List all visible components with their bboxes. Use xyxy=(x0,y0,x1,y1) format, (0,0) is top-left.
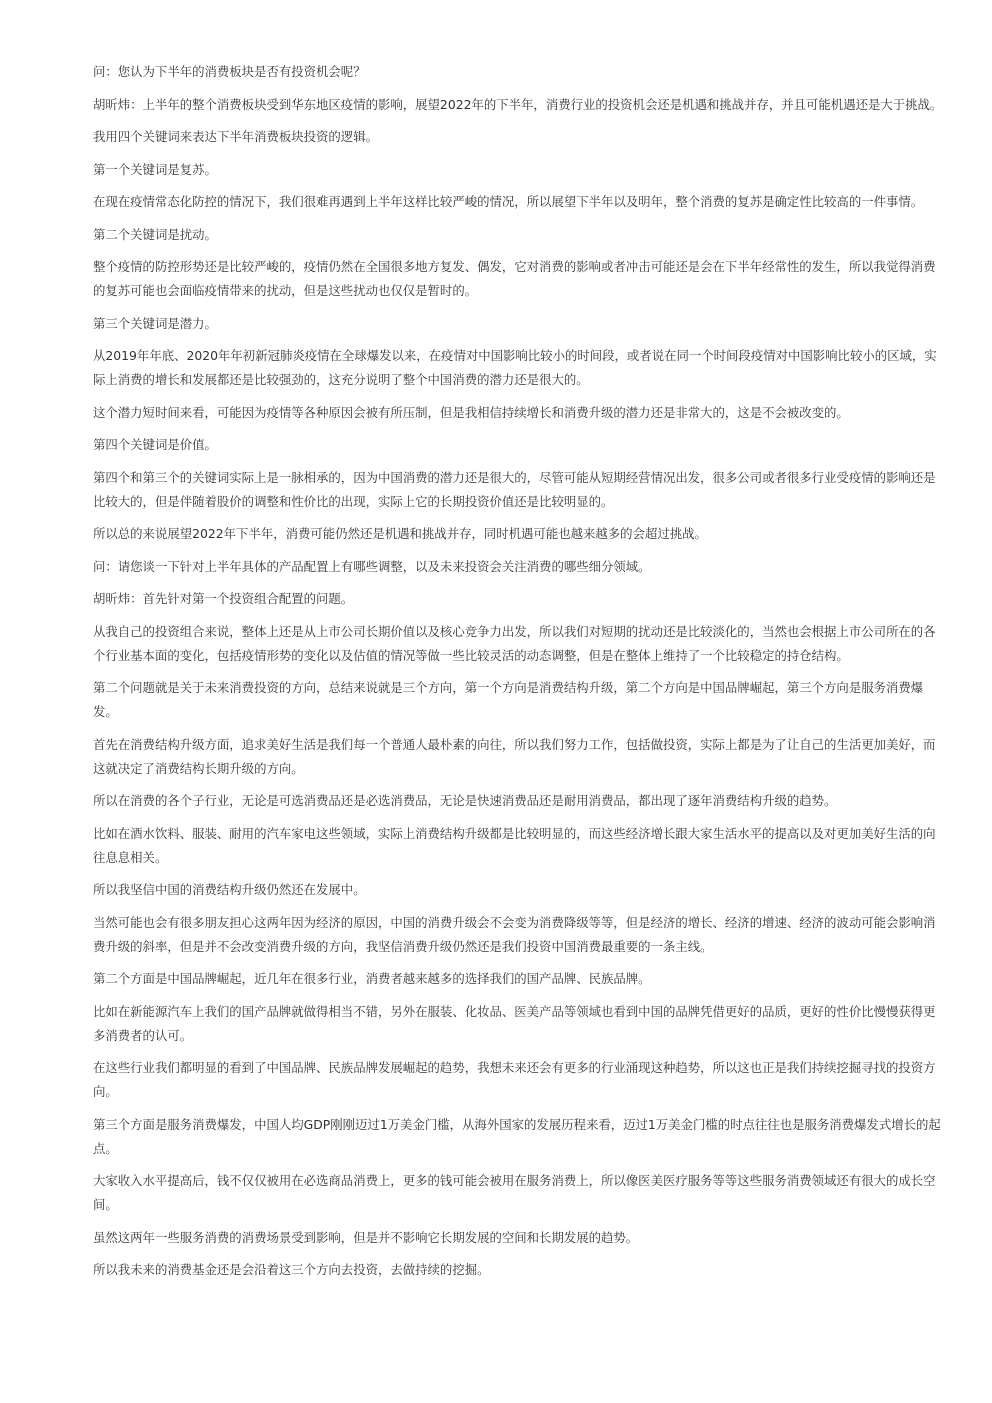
brand-trend-paragraph: 在这些行业我们都明显的看到了中国品牌、民族品牌发展崛起的趋势，我想未来还会有更多的行业涌现这种趋势，所以这也正是我们持续挖掘寻找的投资方向。 xyxy=(93,1060,936,1099)
keyword-3-text-2: 这个潜力短时间来看，可能因为疫情等各种原因会被有所压制，但是我相信持续增长和消费升级的潜力还是非常大的，这是不会被改变的。 xyxy=(93,404,849,420)
subsector-paragraph: 所以在消费的各个子行业，无论是可选消费品还是必选消费品，无论是快速消费品还是耐用消费品，都出现了逐年消费结构升级的趋势。 xyxy=(93,793,837,808)
keyword-3-text: 从2019年年底、2020年年初新冠肺炎疫情在全球爆发以来，在疫情对中国影响比较小的时间段，或者说在同一个时间段疫情对中国影响比较小的区域，实际上消费的增长和发展都还是比较强劲的，这充分说明了整个中国消费的潜力还是很大的。 xyxy=(93,348,937,387)
closing-paragraph: 所以我未来的消费基金还是会沿着这三个方向去投资，去做持续的挖掘。 xyxy=(93,1262,490,1277)
belief-paragraph: 所以我坚信中国的消费结构升级仍然还在发展中。 xyxy=(93,882,366,897)
keyword-2-heading: 第二个关键词是扰动。 xyxy=(93,226,217,242)
portfolio-paragraph: 从我自己的投资组合来说，整体上还是从上市公司长期价值以及核心竞争力出发，所以我们对短期的扰动还是比较淡化的，当然也会根据上市公司所在的各个行业基本面的变化，包括疫情形势的变化以及估值的情况等做一些比较灵活的动态调整，但是在整体上维持了一个比较稳定的持仓结构。 xyxy=(93,623,936,663)
brand-rise-paragraph: 第二个方面是中国品牌崛起，近几年在很多行业，消费者越来越多的选择我们的国产品牌、民族品牌。 xyxy=(93,971,651,986)
keyword-1-heading: 第一个关键词是复苏。 xyxy=(93,161,217,177)
keyword-3-heading: 第三个关键词是潜力。 xyxy=(93,315,217,331)
examples-paragraph: 比如在酒水饮料、服装、耐用的汽车家电这些领域，实际上消费结构升级都是比较明显的，而这些经济增长跟大家生活水平的提高以及对更加美好生活的向往息息相关。 xyxy=(93,825,936,865)
directions-paragraph: 第二个问题就是关于未来消费投资的方向，总结来说就是三个方向，第一个方向是消费结构升级，第二个方向是中国品牌崛起，第三个方向是服务消费爆发。 xyxy=(93,680,924,719)
upgrade-paragraph: 首先在消费结构升级方面，追求美好生活是我们每一个普通人最朴素的向往，所以我们努力工作，包括做投资，实际上都是为了让自己的生活更加美好，而这就决定了消费结构长期升级的方向。 xyxy=(93,736,936,776)
question-2: 问：请您谈一下针对上半年具体的产品配置上有哪些调整，以及未来投资会关注消费的哪些细分领域。 xyxy=(93,558,651,574)
income-paragraph: 大家收入水平提高后，钱不仅仅被用在必选商品消费上，更多的钱可能会被用在服务消费上，所以像医美医疗服务等等这些服务消费领域还有很大的成长空间。 xyxy=(93,1173,936,1212)
article-body xyxy=(93,60,945,1291)
answer-intro: 胡昕炜：上半年的整个消费板块受到华东地区疫情的影响，展望2022年的下半年，消费行业的投资机会还是机遇和挑战并存，并且可能机遇还是大于挑战。 xyxy=(93,96,943,112)
summary-paragraph: 所以总的来说展望2022年下半年，消费可能仍然还是机遇和挑战并存，同时机遇可能也越来越多的会超过挑战。 xyxy=(93,526,707,541)
answer-2-intro: 胡昕炜：首先针对第一个投资组合配置的问题。 xyxy=(93,591,354,606)
service-impact-paragraph: 虽然这两年一些服务消费的消费场景受到影响，但是并不影响它长期发展的空间和长期发展的趋势。 xyxy=(93,1229,639,1245)
keyword-1-text: 在现在疫情常态化防控的情况下，我们很难再遇到上半年这样比较严峻的情况，所以展望下半年以及明年，整个消费的复苏是确定性比较高的一件事情。 xyxy=(93,194,924,209)
concern-paragraph: 当然可能也会有很多朋友担心这两年因为经济的原因，中国的消费升级会不会变为消费降级等等，但是经济的增长、经济的增速、经济的波动可能会影响消费升级的斜率，但是并不会改变消费升级的方向，我坚信消费升级仍然还是我们投资中国消费最重要的一条主线。 xyxy=(93,914,936,954)
brand-examples-paragraph: 比如在新能源汽车上我们的国产品牌就做得相当不错，另外在服装、化妆品、医美产品等领域也看到中国的品牌凭借更好的品质，更好的性价比慢慢获得更多消费者的认可。 xyxy=(93,1003,936,1043)
keyword-2-text: 整个疫情的防控形势还是比较严峻的，疫情仍然在全国很多地方复发、偶发，它对消费的影响或者冲击可能还是会在下半年经常性的发生，所以我觉得消费的复苏可能也会面临疫情带来的扰动，但是这些扰动也仅仅是暂时的。 xyxy=(93,259,936,298)
service-consumption-paragraph: 第三个方面是服务消费爆发，中国人均GDP刚刚迈过1万美金门槛，从海外国家的发展历程来看，迈过1万美金门槛的时点往往也是服务消费爆发式增长的起点。 xyxy=(93,1116,941,1156)
question-1: 问：您认为下半年的消费板块是否有投资机会呢？ xyxy=(93,64,366,79)
paragraph-keywords-intro: 我用四个关键词来表达下半年消费板块投资的逻辑。 xyxy=(93,129,378,144)
keyword-4-text: 第四个和第三个的关键词实际上是一脉相承的，因为中国消费的潜力还是很大的，尽管可能从短期经营情况出发，很多公司或者很多行业受疫情的影响还是比较大的，但是伴随着股价的调整和性价比的出现，实际上它的长期投资价值还是比较明显的。 xyxy=(93,469,936,509)
keyword-4-heading: 第四个关键词是价值。 xyxy=(93,437,217,452)
